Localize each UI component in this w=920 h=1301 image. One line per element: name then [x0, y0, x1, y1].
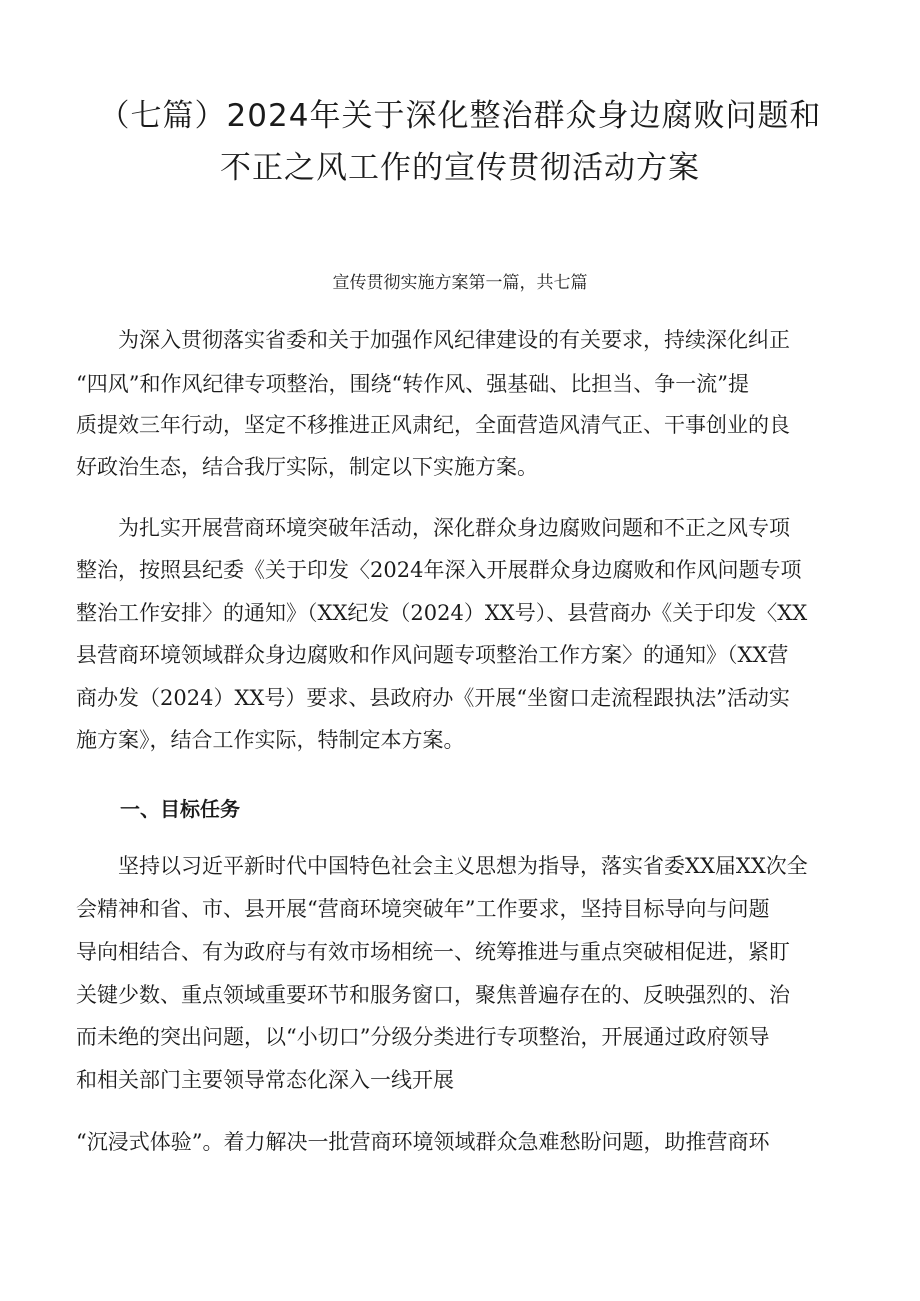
document-title-line-1: （七篇）2024年关于深化整治群众身边腐败问题和 [98, 98, 822, 134]
paragraph-1-line: 质提效三年行动，坚定不移推进正风肃纪，全面营造风清气正、干事创业的良 [76, 413, 790, 437]
paragraph-2-line: 县营商环境领域群众身边腐败和作风问题专项整治工作方案〉的通知》（XX营 [76, 643, 789, 667]
paragraph-4-line: “沉浸式体验”。着力解决一批营商环境领域群众急难愁盼问题，助推营商环 [76, 1130, 770, 1154]
paragraph-3-line: 会精神和省、市、县开展“营商环境突破年”工作要求，坚持目标导向与问题 [76, 897, 770, 921]
paragraph-2-line: 为扎实开展营商环境突破年活动，深化群众身边腐败问题和不正之风专项 [76, 516, 790, 540]
paragraph-1-line: 好政治生态，结合我厅实际，制定以下实施方案。 [76, 455, 538, 479]
paragraph-3-line: 导向相结合、有为政府与有效市场相统一、统筹推进与重点突破相促进，紧盯 [76, 940, 790, 964]
paragraph-2-line: 施方案》，结合工作实际，特制定本方案。 [76, 728, 465, 752]
document-subtitle: 宣传贯彻实施方案第一篇，共七篇 [332, 273, 588, 293]
paragraph-1-line: 为深入贯彻落实省委和关于加强作风纪律建设的有关要求，持续深化纠正 [76, 328, 790, 352]
document-title-line-2: 不正之风工作的宣传贯彻活动方案 [220, 150, 700, 186]
paragraph-3-line: 关键少数、重点领域重要环节和服务窗口，聚焦普遍存在的、反映强烈的、治 [76, 983, 790, 1007]
paragraph-3-line: 而未绝的突出问题，以“小切口”分级分类进行专项整治，开展通过政府领导 [76, 1025, 770, 1049]
paragraph-3-line: 坚持以习近平新时代中国特色社会主义思想为指导，落实省委XX届XX次全 [76, 854, 808, 878]
paragraph-2-line: 商办发（2024）XX号）要求、县政府办《开展“坐窗口走流程跟执法”活动实 [76, 686, 790, 710]
paragraph-2-line: 整治，按照县纪委《关于印发〈2024年深入开展群众身边腐败和作风问题专项 [76, 558, 802, 582]
section-heading-targets: 一、目标任务 [120, 797, 240, 821]
paragraph-3-line: 和相关部门主要领导常态化深入一线开展 [76, 1068, 454, 1092]
paragraph-1-line: “四风”和作风纪律专项整治，围绕“转作风、强基础、比担当、争一流”提 [76, 372, 749, 396]
paragraph-2-line: 整治工作安排〉的通知》（XX纪发（2024）XX号）、县营商办《关于印发〈XX [76, 601, 808, 625]
